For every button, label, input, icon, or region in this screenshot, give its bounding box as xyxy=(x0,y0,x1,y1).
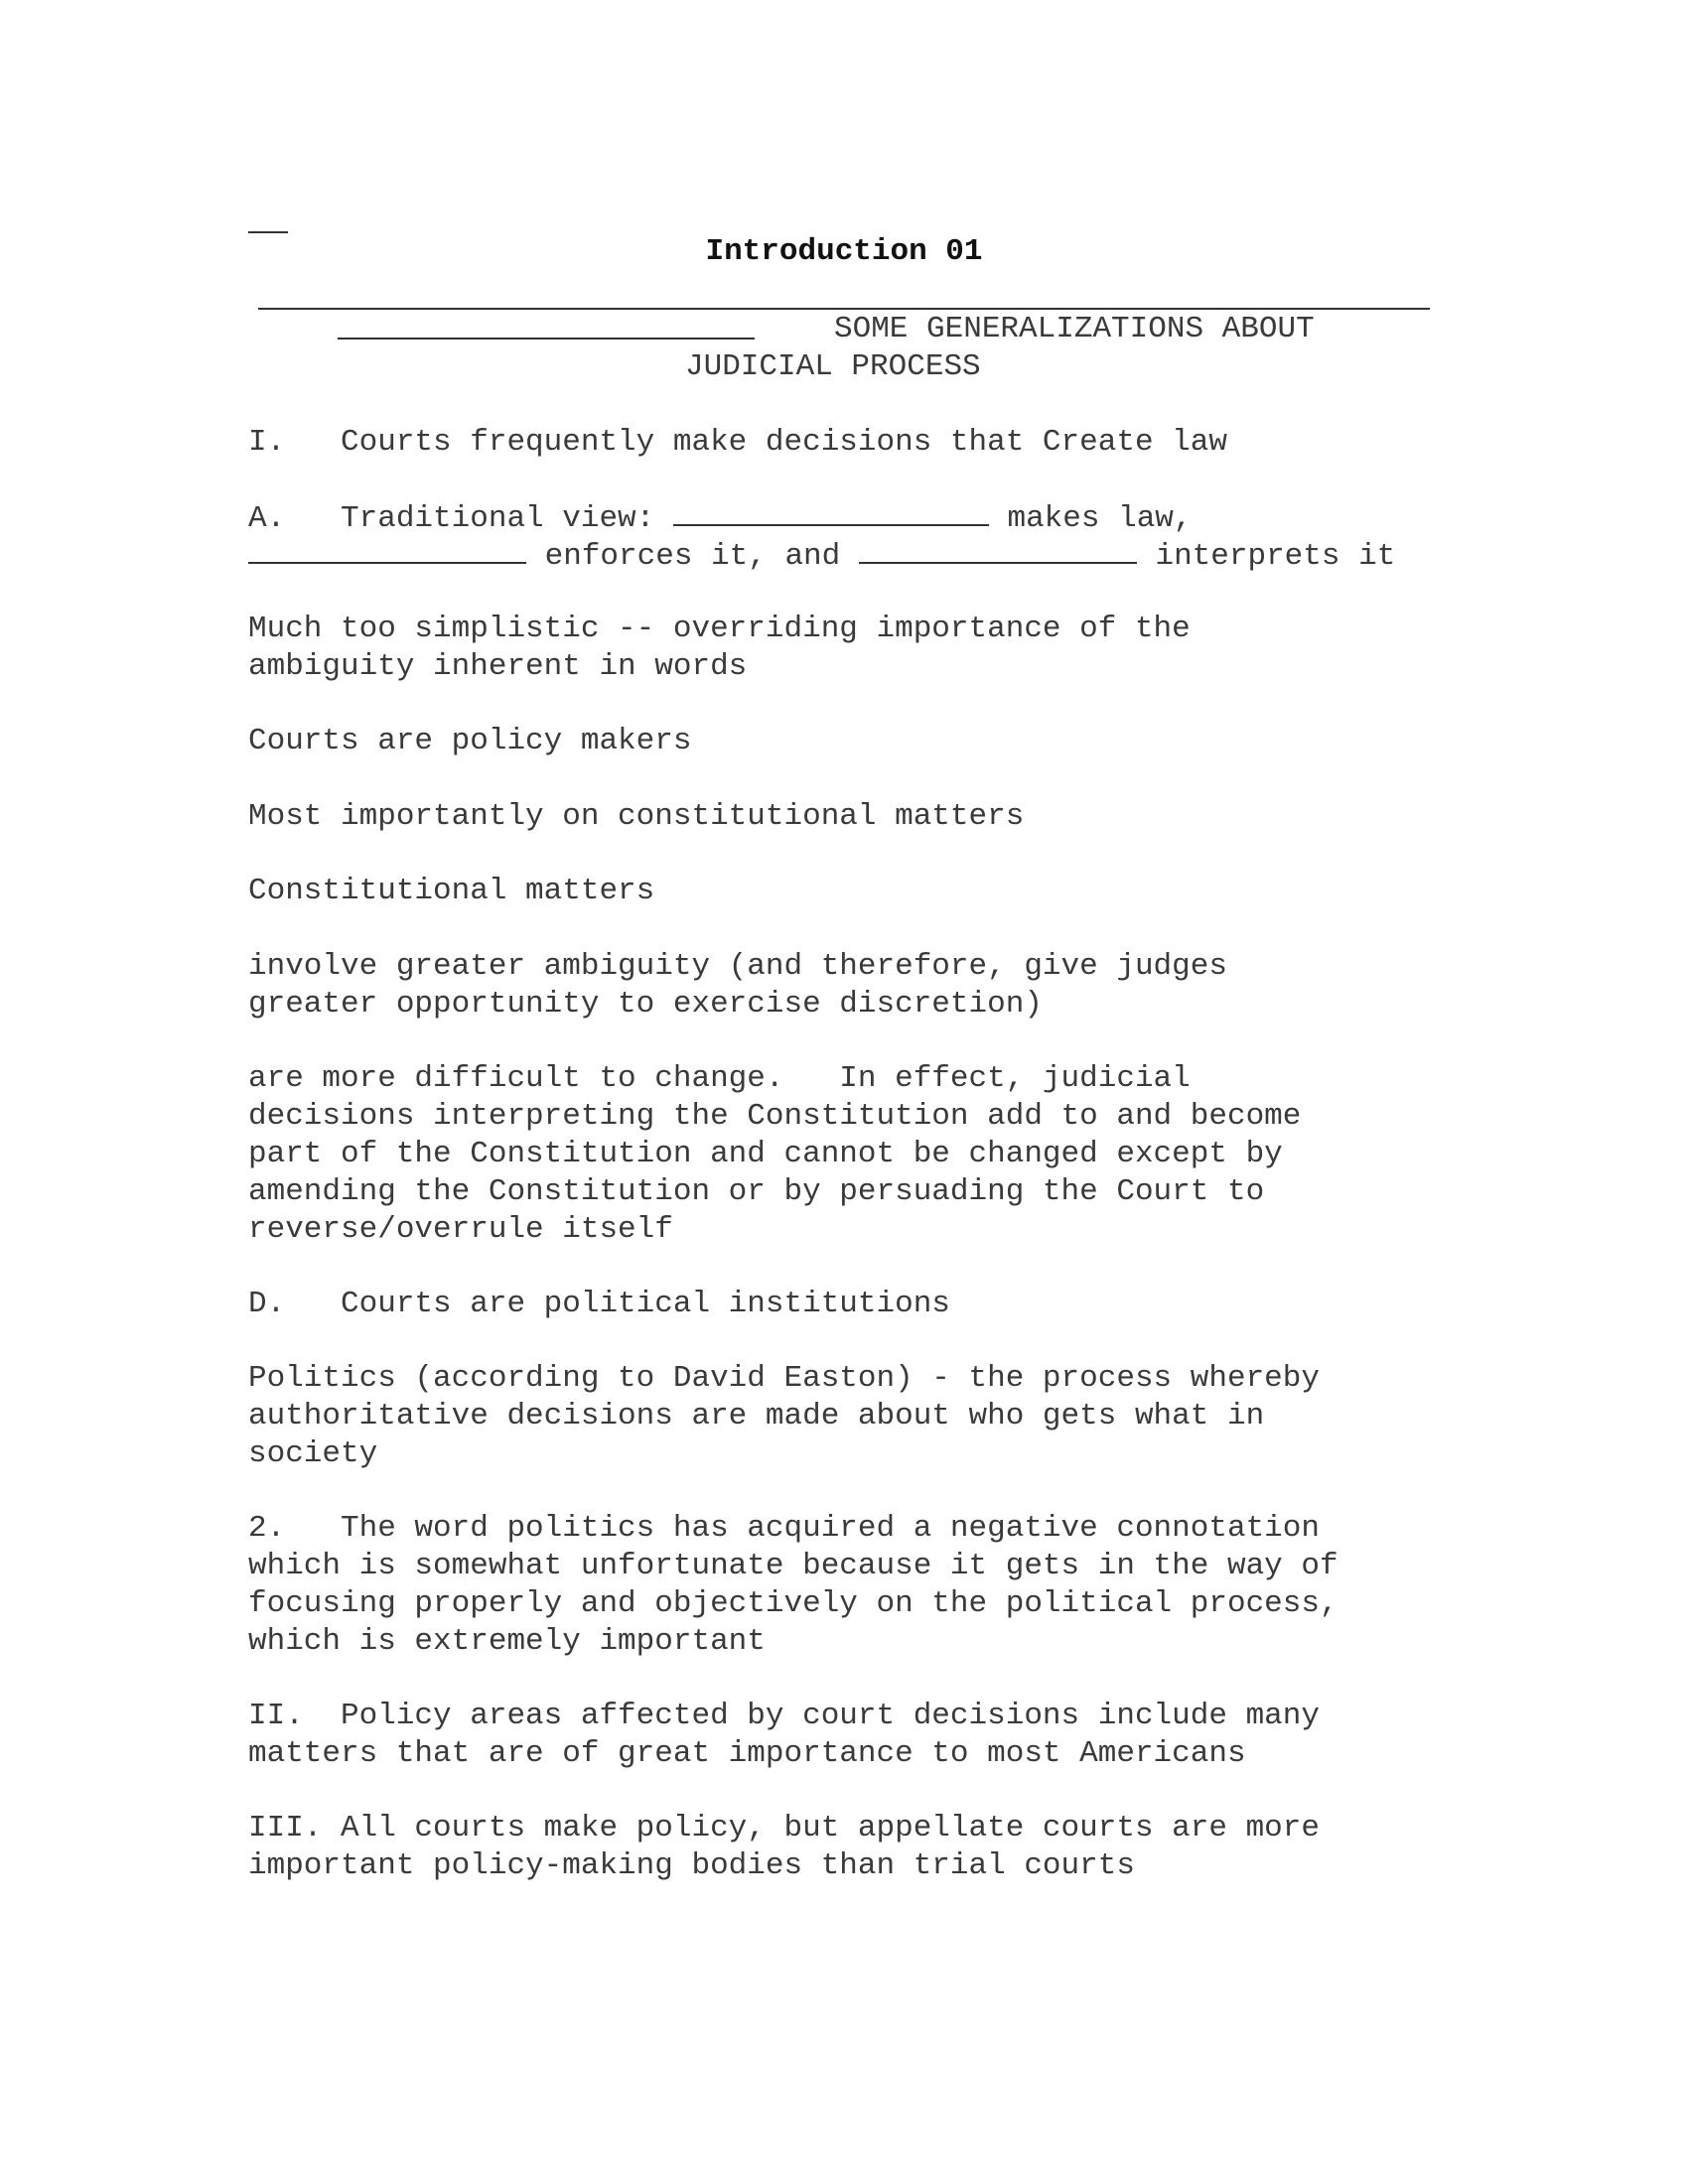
paragraph-2: 2. The word politics has acquired a negative connotation which is somewhat unfortunate because it gets in the way of focusing properly and objectively on the political process, which is extremely important xyxy=(248,1511,1338,1659)
outline-item-A-line2 xyxy=(248,536,1539,576)
item-A-makes-law: makes law, xyxy=(988,501,1193,536)
paragraph-easton: Politics (according to David Easton) - the process whereby authoritative decisions are made about who gets what in society xyxy=(248,1361,1320,1471)
item-A-enforces: enforces it, and xyxy=(526,539,859,574)
paragraph-simplistic: Much too simplistic -- overriding importance of the ambiguity inherent in words xyxy=(248,612,1191,684)
paragraph-constitutional-matters: Constitutional matters xyxy=(248,874,655,908)
outline-item-II: II. Policy areas affected by court decisions include many matters that are of great importance to most Americans xyxy=(248,1699,1320,1771)
title-rule xyxy=(258,308,1430,310)
heading-line-2: JUDICIAL PROCESS xyxy=(685,349,981,384)
item-A-label: A. Traditional view: xyxy=(248,501,673,536)
corner-mark xyxy=(248,231,288,233)
paragraph-ambiguity: involve greater ambiguity (and therefore, give judges greater opportunity to exercise discretion) xyxy=(248,949,1227,1022)
fill-blank-1 xyxy=(673,498,989,526)
paragraph-most-important: Most importantly on constitutional matters xyxy=(248,799,1025,834)
fill-blank-3 xyxy=(859,536,1137,564)
fill-blank-2 xyxy=(248,536,526,564)
outline-item-D: D. Courts are political institutions xyxy=(248,1287,950,1321)
paragraph-difficult-to-change: are more difficult to change. In effect, judicial decisions interpreting the Constitution add to and become part of the Constitution and cannot be changed except by amending the Constitution or by persuading the Court to reverse/overrule itself xyxy=(248,1061,1302,1247)
heading-line-1: SOME GENERALIZATIONS ABOUT xyxy=(834,312,1315,346)
outline-item-I: I. Courts frequently make decisions that Create law xyxy=(248,425,1227,460)
document-title: Introduction 01 xyxy=(705,234,983,269)
paragraph-policy-makers: Courts are policy makers xyxy=(248,724,692,758)
outline-item-A-line1 xyxy=(248,498,1539,538)
outline-item-III: III. All courts make policy, but appellate courts are more important policy-making bodies than trial courts xyxy=(248,1811,1320,1883)
heading-blank-line xyxy=(338,312,755,351)
item-A-interprets: interprets it xyxy=(1136,539,1396,574)
